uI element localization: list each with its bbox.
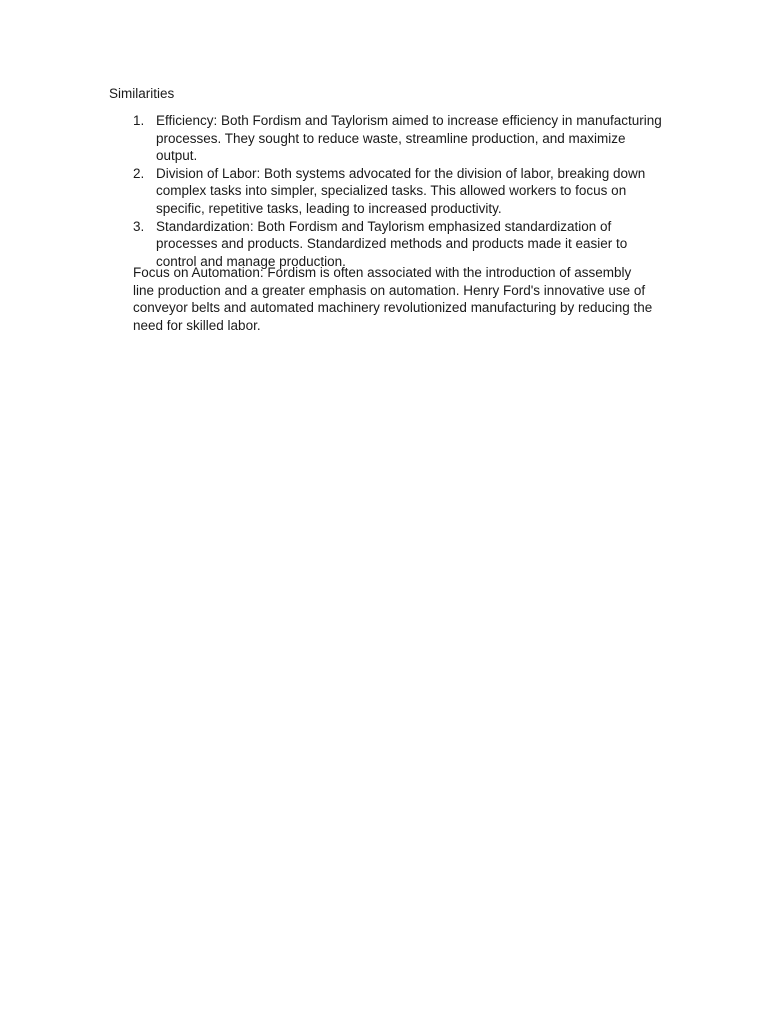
list-item-text: Division of Labor: Both systems advocated for the division of labor, breaking down complex tasks into simpler, specialized tasks. This allowed workers to focus on specific, repetitive tasks, leading to increased productivity.: [156, 165, 646, 216]
list-item-text: Efficiency: Both Fordism and Taylorism aimed to increase efficiency in manufacturing processes. They sought to reduce waste, streamline production, and maximize output.: [156, 113, 662, 164]
list-item-number: 1.: [133, 113, 145, 128]
list-item: [109, 218, 669, 271]
list-item-number: 3.: [133, 218, 145, 234]
similarities-list: [109, 112, 669, 270]
list-item-number: 2.: [133, 165, 145, 181]
list-item: [109, 165, 669, 218]
list-item-text: Standardization: Both Fordism and Taylorism emphasized standardization of processes and products. Standardized methods and products made it easier to control and manage production.: [156, 218, 628, 269]
list-item: [109, 112, 669, 165]
section-heading: Similarities: [109, 86, 175, 101]
automation-paragraph: Focus on Automation: Fordism is often associated with the introduction of assembly line production and a greater emphasis on automation. Henry Ford's innovative use of conveyor belts and automated machinery revolutionized manufacturing by reducing the need for skilled labor.: [133, 265, 653, 333]
